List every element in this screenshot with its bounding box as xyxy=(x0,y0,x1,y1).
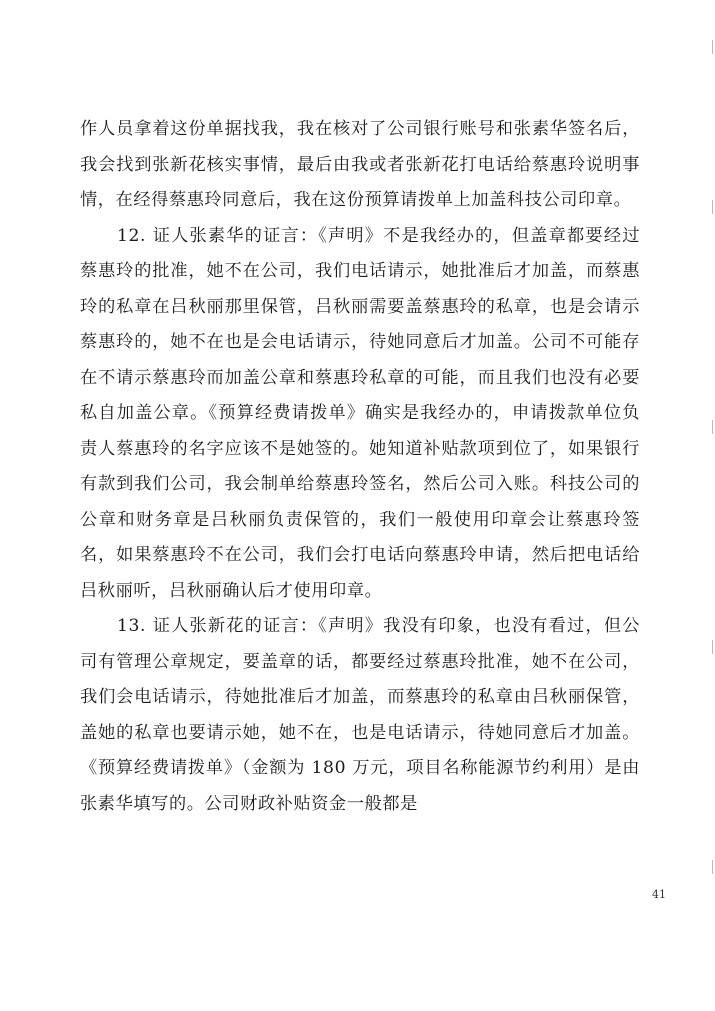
scan-edge-mark xyxy=(712,420,713,434)
body-text xyxy=(80,112,640,822)
scan-edge-mark xyxy=(712,640,713,654)
paragraph-continued: 作人员拿着这份单据找我，我在核对了公司银行账号和张素华签名后，我会找到张新花核实事情，最后由我或者张新花打电话给蔡惠玲说明事情，在经得蔡惠玲同意后，我在这份预算请拨单上加盖科技公司印章。 xyxy=(80,119,640,210)
paragraph-testimony-12: 12. 证人张素华的证言：《声明》不是我经办的，但盖章都要经过蔡惠玲的批准，她不在公司，我们电话请示，她批准后才加盖，而蔡惠玲的私章在吕秋丽那里保管，吕秋丽需要盖蔡惠玲的私章，也是会请示蔡惠玲的，她不在也是会电话请示，待她同意后才加盖。公司不可能存在不请示蔡惠玲而加盖公章和蔡惠玲私章的可能，而且我们也没有必要私自加盖公章。《预算经费请拨单》确实是我经办的，申请拨款单位负责人蔡惠玲的名字应该不是她签的。她知道补贴款项到位了，如果银行有款到我们公司，我会制单给蔡惠玲签名，然后公司入账。科技公司的公章和财务章是吕秋丽负责保管的，我们一般使用印章会让蔡惠玲签名，如果蔡惠玲不在公司，我们会打电话向蔡惠玲申请，然后把电话给吕秋丽听，吕秋丽确认后才使用印章。 xyxy=(80,225,640,601)
scan-edge-mark xyxy=(712,200,713,214)
paragraph-testimony-13: 13. 证人张新花的证言：《声明》我没有印象，也没有看过，但公司有管理公章规定，要盖章的话，都要经过蔡惠玲批准，她不在公司，我们会电话请示，待她批准后才加盖，而蔡惠玲的私章由吕秋丽保管，盖她的私章也要请示她，她不在，也是电话请示，待她同意后才加盖。《预算经费请拨单》（金额为 180 万元，项目名称能源节约利用）是由张素华填写的。公司财政补贴资金一般都是 xyxy=(80,616,640,814)
scan-edge-mark xyxy=(712,40,713,54)
scan-edge-mark xyxy=(712,860,713,874)
page-number: 41 xyxy=(652,888,666,901)
